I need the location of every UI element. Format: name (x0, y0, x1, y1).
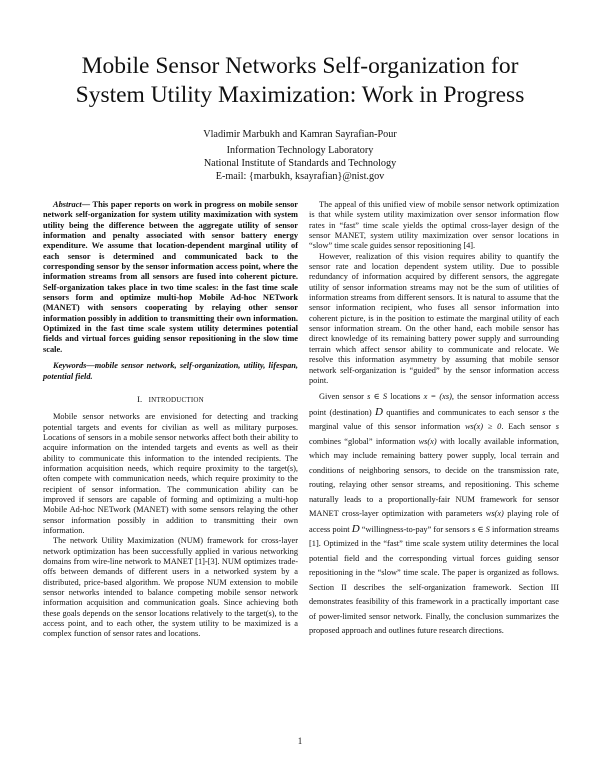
left-column (43, 200, 298, 640)
abstract-text: This paper reports on work in progress on mobile sensor network self-organization for system utility maximization with system utility being the difference between the aggregate utility of sensor information and penalty associated with sensor battery energy expenditure. We assume that location-dependent marginal utility of each sensor is determined and communicated back to the corresponding sensor by the sensor information access point, where the information streams from all sensors are fused into coherent picture. Self-organization takes place in two time scales: in the fast time scale sensors form and optimize multi-hop Mobile Ad-hoc NETwork (MANET) with sensors cooperating by relaying other sensor information possibly in addition to transmitting their own information. Optimized in the fast time scale system utility determines potential fields and virtual forces guiding sensor repositioning in the slow time scale. (43, 200, 298, 354)
math-inline: s (555, 422, 560, 432)
affiliation-lab: Information Technology Laboratory (226, 145, 374, 156)
affiliation-institute: National Institute of Standards and Technology (203, 158, 397, 169)
intro-paragraph-1: Mobile sensor networks are envisioned for detecting and tracking potential targets and events for civilian as well as military purposes. Locations of sensors in a mobile sensor networks affect both their ability to acquire information on the intended targets and events as well as their ability to communicate this information to the intended recipients. The information acquisition needs, which require proximity to the target(s), often compete with communication needs, which require proximity to the recipient of sensor information. The communication ability can be improved if sensors are capable of forming and optimizing a multi-hop Mobile Ad-hoc NETwork (MANET) with some sensors relaying the other sensor information possibly in addition to transmitting their own information. (43, 412, 298, 535)
text-run: with locally available information, which may include remaining battery power supply, local terrain and conditions of neighboring sensors, to decide on the transmission rate, routing, relaying other sensor streams, and repositioning. This scheme naturally leads to a proportionally-fair NUM framework for sensor MANET cross-layer optimization with parameters (309, 436, 559, 519)
abstract (43, 200, 298, 355)
math-inline: s ∈ S (472, 524, 490, 534)
text-run: the marginal value of this sensor information (309, 407, 559, 432)
keywords: Keywords—mobile sensor network, self-organization, utility, lifespan, potential field. (43, 361, 298, 381)
math-inline: ws(x) (485, 509, 504, 519)
author-block (0, 128, 600, 183)
math-inline: D (351, 522, 360, 535)
text-run: . Each sensor (501, 422, 556, 432)
text-run: quantifies and communicates to each sensor (382, 407, 543, 417)
right-column (309, 200, 559, 639)
right-paragraph-2: However, realization of this vision requires ability to quantify the sensor rate and location dependent system utility. Due to possible redundancy of information acquired by different sensors, the aggregate utility of sensor information streams may not be the sum of utilities of information streams from different sensors. It is natural to assume that the sensor information recipient, who fuses all sensor information into coherent picture, is in the position to estimate the marginal utility of each sensor information stream. On the other hand, each mobile sensor has direct knowledge of its remaining battery power supply and surrounding terrain which affect sensor ability to communicate and relocate. We resolve this information asymmetry by assuming that mobile sensor network self-organization is “guided” by the sensor information access point. (309, 251, 559, 385)
right-paragraph-3 (309, 390, 559, 639)
math-inline: ws(x) ≥ 0 (464, 422, 502, 432)
text-run: “willingness-to-pay” for sensors (359, 524, 472, 534)
math-inline: s (542, 407, 546, 417)
section-title: INTRODUCTION (148, 395, 204, 404)
paper-title (40, 52, 560, 110)
math-inline: x = (xs) (423, 392, 452, 402)
author-email: E-mail: {marbukh, ksayrafian}@nist.gov (215, 171, 385, 182)
math-inline: ws(x) (418, 436, 437, 446)
section-number: I. (137, 393, 143, 404)
section-heading (43, 394, 298, 405)
text-run: combines “global” information (309, 436, 419, 446)
right-paragraph-1: The appeal of this unified view of mobile sensor network optimization is that while system utility maximization over sensor information flow rates in “fast” time scale yields the optimal cross-layer design of the sensor MANET, system utility maximization over sensor locations in “slow” time scale guides sensor repositioning [4]. (309, 200, 559, 251)
text-run: information streams [1]. Optimized in the “fast” time scale system utility determines the local potential field and the corresponding virtual forces guiding sensor repositioning in the “slow” time scale. The paper is organized as follows. Section II describes the self-organization framework. Section III demonstrates feasibility of this framework in a practically important case of power-limited sensor network. Finally, the conclusion summarizes the proposed approach and outlines future research directions. (309, 524, 559, 636)
title-line-1: Mobile Sensor Networks Self-organization for (81, 53, 519, 79)
title-line-2: System Utility Maximization: Work in Progress (75, 82, 525, 108)
math-inline: D (374, 405, 383, 418)
text-run: Given sensor (319, 392, 368, 402)
page-number: 1 (297, 736, 303, 746)
math-inline: s ∈ S (367, 392, 388, 402)
abstract-label: Abstract— (53, 200, 91, 209)
author-names: Vladimir Marbukh and Kamran Sayrafian-Pour (203, 129, 397, 140)
intro-paragraph-2: The network Utility Maximization (NUM) framework for cross-layer network optimization has been successfully applied in various networking domains from wire-line network to MANET [1]-[3]. NUM optimizes trade-offs between demands of different users in a networked system by a distributed, price-based algorithm. We propose NUM extension to mobile sensor networks intended to balance competing mobile sensor network information acquisition and communication goals. Since achieving both these goals depends on the sensor locations relatively to the target(s), to the access point, and to each other, the system utility to be maximized is a complex function of sensor rates and locations. (43, 536, 298, 639)
text-run: locations (387, 392, 424, 402)
text-run: , the sensor information access point (destination) (309, 392, 559, 417)
text-run: playing role of access point (309, 509, 559, 534)
